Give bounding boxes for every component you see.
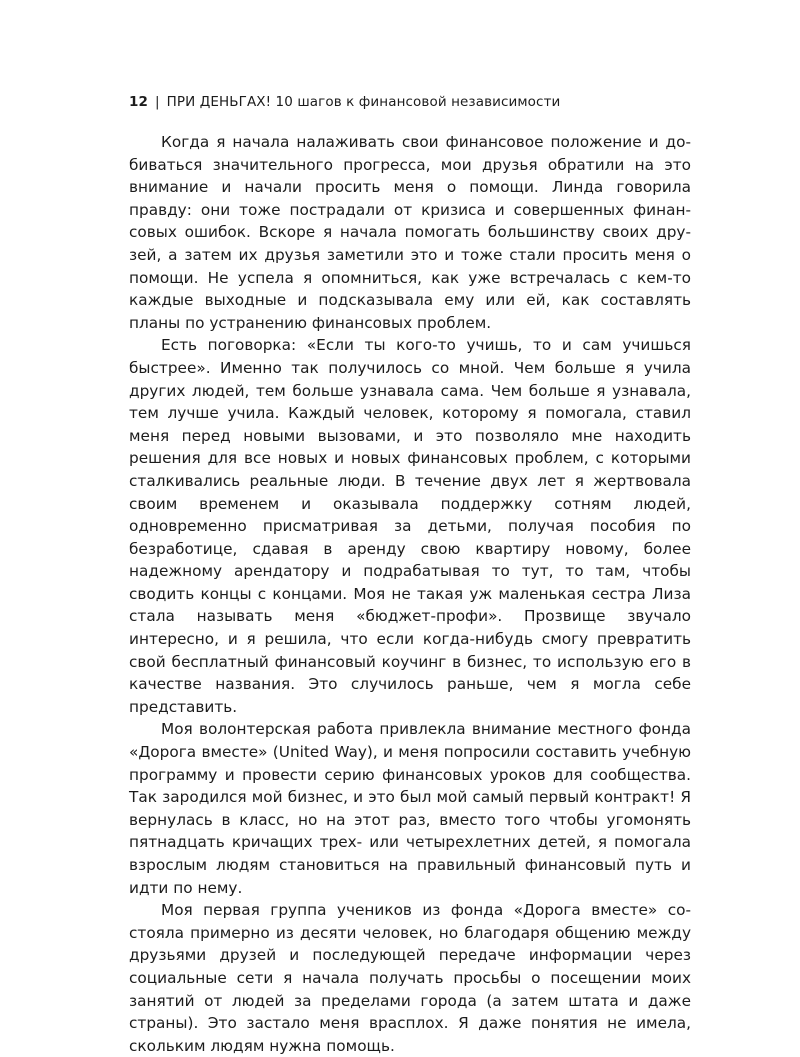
paragraph-2: Есть поговорка: «Если ты кого-то учишь, то и сам учишься быстрее». Именно так получилось со мной. Чем больше я учила других людей, тем больше узнавала сама. Чем больше я узнавала, тем лучше учила. Каждый человек, которому я помогала, ставил меня перед новыми вызовами, и это позволяло мне находить решения для все новых и новых финансовых проблем, с которыми сталкивались реальные люди. В течение двух лет я жертвовала своим временем и оказывала поддержку сотням людей, одновременно присматривая за детьми, получая пособия по безработице, сдавая в аренду свою квартиру новому, более надежному арендатору и подрабатывая то тут, то там, чтобы сводить концы с концами. Моя не такая уж маленькая сестра Лиза стала называть меня «бюджет-профи». Прозвище звучало интересно, и я решила, что если когда-нибудь смогу превратить свой бесплатный финансовый коучинг в бизнес, то использую его в качестве названия. Это случилось раньше, чем я могла себе представить. <box>129 336 691 716</box>
paragraph-4: Моя первая группа учеников из фонда «Дорога вместе» состояла примерно из десяти человек, но благодаря общению между друзьями друзей и последующей передаче информации через социальные сети я начала получать просьбы о посещении моих занятий от людей за пределами города (а затем штата и даже страны). Это застало меня врасплох. Я даже понятия не имела, скольким людям нужна помощь. <box>129 901 691 1055</box>
header-separator: | <box>155 94 160 110</box>
paragraph-3: Моя волонтерская работа привлекла внимание местного фонда «Дорога вместе» (United Way), и меня попросили составить учебную программу и провести серию финансовых уроков для сообщества. Так зародился мой бизнес, и это был мой самый первый контракт! Я вернулась в класс, но на этот раз, вместо того чтобы угомонять пятнадцать кричащих трех- или четырехлетних детей, я помогала взрослым людям становиться на правильный финансовый путь и идти по нему. <box>129 720 691 897</box>
paragraph-1: Когда я начала налаживать свои финансовое положение и добиваться значительного прогресса, мои друзья обратили на это внимание и начали просить меня о помощи. Линда говорила правду: они тоже пострадали от кризиса и совершенных финансовых ошибок. Вскоре я начала помогать большинству своих друзей, а затем их друзья заметили это и тоже стали просить меня о помощи. Не успела я опомниться, как уже встречалась с кем-то каждые выходные и подсказывала ему или ей, как составлять планы по устранению финансовых проблем. <box>129 133 691 332</box>
running-header <box>129 92 689 112</box>
book-title: ПРИ ДЕНЬГАХ! 10 шагов к финансовой независимости <box>166 94 561 110</box>
body-text <box>129 131 691 1057</box>
page-number: 12 <box>129 94 148 110</box>
